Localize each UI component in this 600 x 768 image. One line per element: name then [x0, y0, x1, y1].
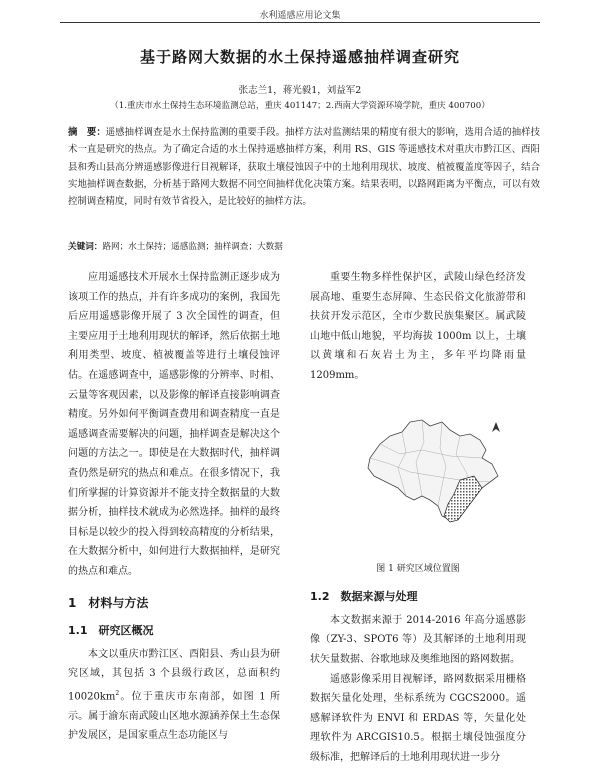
study-area-paragraph	[68, 645, 280, 746]
data-source-paragraph: 本文数据来源于 2014-2016 年高分遥感影像（ZY-3、SPOT6 等）及其解译的土地利用现状矢量数据、谷歌地球及奥维地图的路网数据。	[310, 614, 526, 665]
chongqing-boundary	[368, 420, 498, 520]
paper-title: 基于路网大数据的水土保持遥感抽样调查研究	[139, 48, 460, 66]
abstract	[68, 124, 540, 210]
keywords-label: 关键词：	[68, 242, 103, 252]
authors: 张志兰1，蒋光毅1，刘益军2	[238, 85, 362, 96]
affiliation: （1.重庆市水土保持生态环境监测总站，重庆 401147；2.西南大学资源环境学院，重庆 400700）	[110, 101, 490, 111]
right-column	[310, 268, 526, 768]
area-unit-superscript: 2	[115, 689, 120, 697]
study-area-map-figure	[310, 392, 526, 552]
abstract-label: 摘 要：	[68, 127, 106, 138]
left-column	[68, 268, 280, 746]
study-area-map	[310, 392, 526, 552]
section-heading-1: 1 材料与方法	[68, 595, 149, 610]
study-area-text-b: 。位于重庆市东南部，如图 1 所示。属于渝东南武陵山区地水源涵养保土生态保护发展区，是国家重点生态功能区与	[68, 691, 280, 742]
intro-paragraph: 应用遥感技术开展水土保持监测正逐步成为该项工作的热点，并有许多成功的案例，我国先后应用遥感影像开展了 3 次全国性的调查，但主要应用于土地利用现状的解译，然后依据土地利用类型、坡度、植被覆盖等进行土壤侵蚀评估。在遥感调查中，遥感影像的分辨率、时相、云量等客观因素，以及影像的解译直接影响调查精度。另外如何平衡调查费用和调查精度一直是遥感调查需要解决的问题，抽样调查是解决这个问题的方法之一。即使是在大数据时代，抽样调查仍然是研究的热点和难点。在很多情况下，我们所掌握的计算资源并不能支持全数据量的大数据分析，抽样技术就成为必然选择。抽样的最终目标是以较少的投入得到较高精度的分析结果，在大数据分析中，如何进行大数据抽样，是研究的热点和难点。	[68, 272, 280, 577]
section-heading-1-2: 1.2 数据来源与处理	[310, 590, 418, 604]
header-rule	[60, 22, 540, 23]
keywords-text: 路网；水土保持；遥感监测；抽样调查；大数据	[102, 242, 283, 252]
running-head: 水利遥感应用论文集	[259, 11, 341, 21]
study-area-continuation: 重要生物多样性保护区，武陵山绿色经济发展高地、重要生态屏障、生态民俗文化旅游带和扶贫开发示范区，全市少数民族集聚区。属武陵山地中低山地貌，平均海拔 1000m 以上，土壤以黄壤和石灰岩土为主，多年平均降雨量 1209mm。	[310, 272, 526, 381]
keywords	[68, 240, 540, 252]
figure-caption: 图 1 研究区域位置图	[376, 563, 460, 574]
abstract-text: 遥感抽样调查是水土保持监测的重要手段。抽样方法对监测结果的精度有很大的影响，选用合适的抽样技术一直是研究的热点。为了确定合适的水土保持遥感抽样方案，利用 RS、GIS 等遥感技术对重庆市黔江区、酉阳县和秀山县高分辨遥感影像进行目视解译，获取土壤侵蚀因子中的土地利用现状、坡度、植被覆盖度等因子，结合实地抽样调查数据，分析基于路网大数据不同空间抽样优化决策方案。结果表明，以路网距离为平衡点，可以有效控制调查精度，同时有效节省投入，是比较好的抽样方法。	[68, 127, 540, 208]
data-processing-paragraph: 遥感影像采用目视解译，路网数据采用栅格数据矢量化处理，坐标系统为 CGCS2000。遥感解译软件为 ENVI 和 ERDAS 等，矢量化处理软件为 ARCGIS10.5。根据土壤侵蚀强度分级标准，把解译后的土地利用现状进一步分	[310, 673, 526, 763]
section-heading-1-1: 1.1 研究区概况	[68, 624, 154, 638]
study-area-text-a: 本文以重庆市黔江区、酉阳县、秀山县为研究区域，其包括 3 个县级行政区，总面积约 10020km	[68, 648, 280, 703]
north-arrow-icon	[492, 422, 500, 432]
